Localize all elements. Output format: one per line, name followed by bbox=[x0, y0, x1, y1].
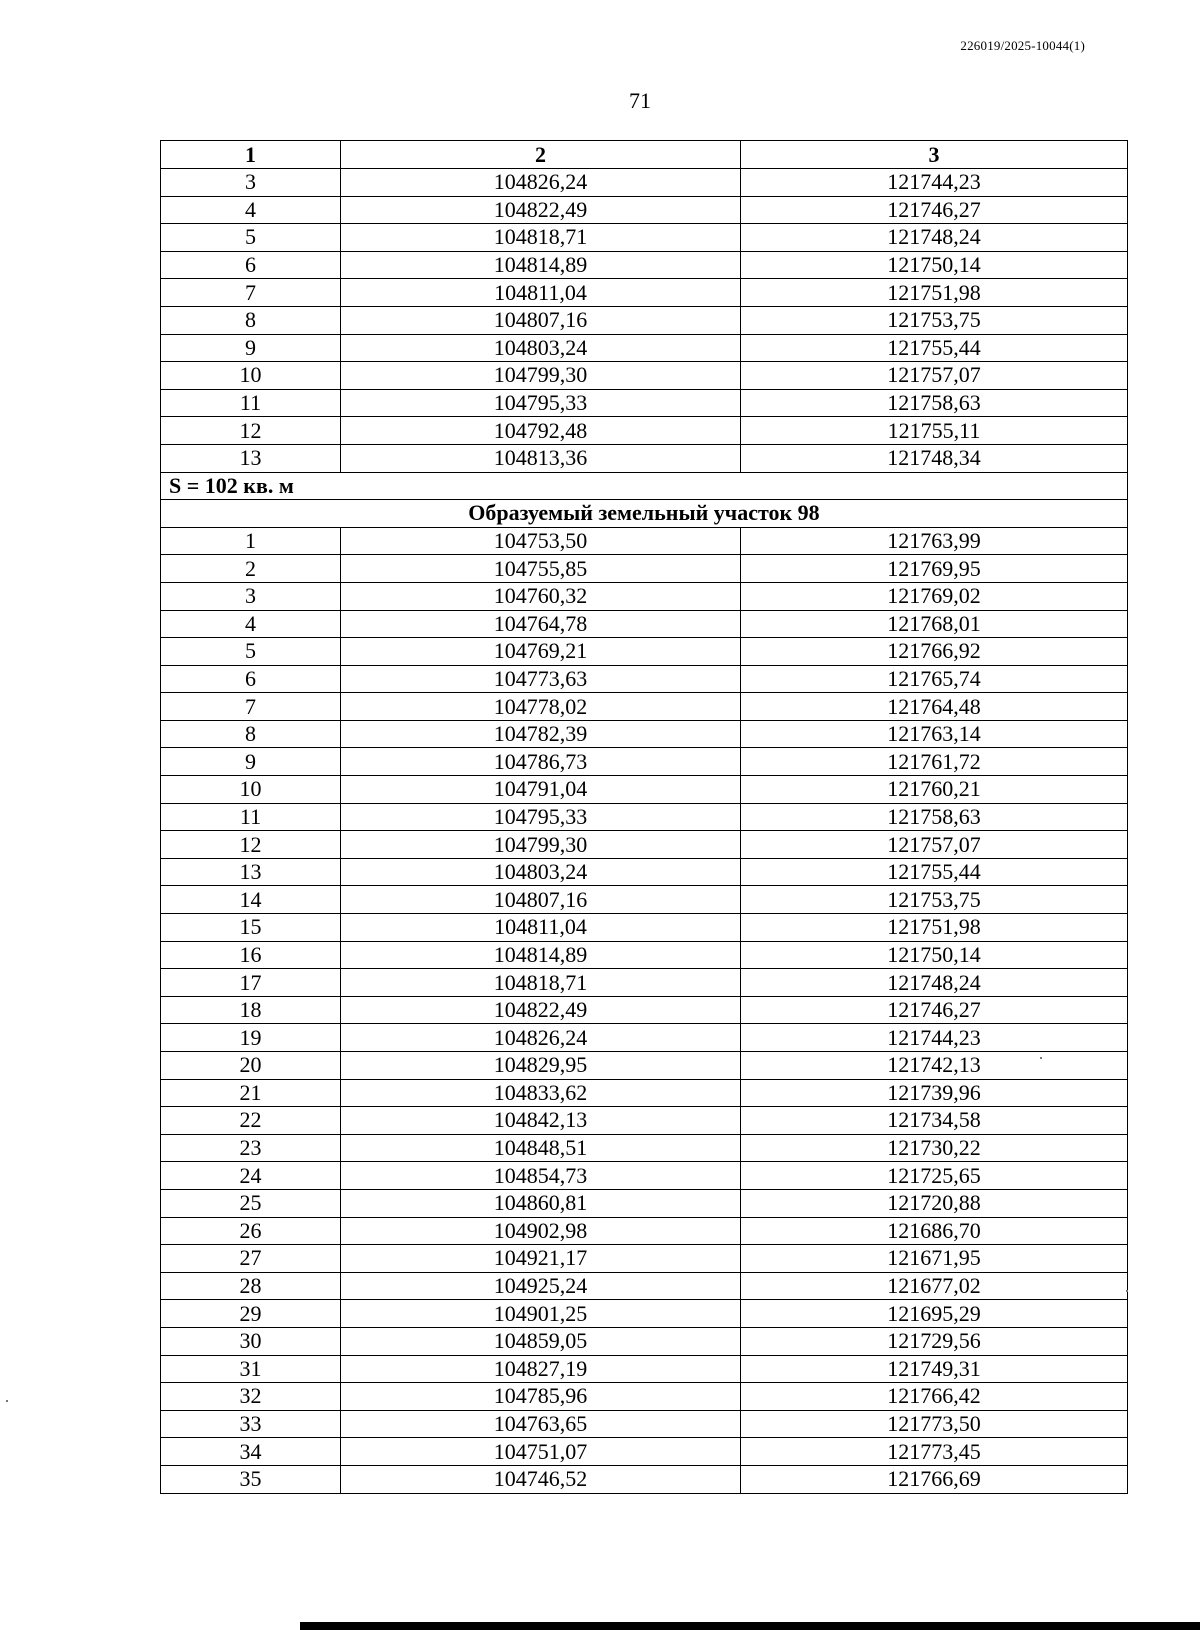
x-coordinate-cell: 104753,50 bbox=[341, 527, 741, 555]
y-coordinate-cell: 121763,14 bbox=[741, 720, 1128, 748]
table-row bbox=[161, 941, 1128, 969]
table-row bbox=[161, 914, 1128, 942]
y-coordinate-cell: 121695,29 bbox=[741, 1300, 1128, 1328]
table-row bbox=[161, 334, 1128, 362]
point-number-cell: 3 bbox=[161, 582, 341, 610]
coordinates-table-body bbox=[161, 141, 1128, 1494]
column-header-x: 2 bbox=[341, 141, 741, 169]
table-row bbox=[161, 1438, 1128, 1466]
x-coordinate-cell: 104807,16 bbox=[341, 886, 741, 914]
y-coordinate-cell: 121677,02 bbox=[741, 1272, 1128, 1300]
table-row bbox=[161, 969, 1128, 997]
table-row bbox=[161, 169, 1128, 197]
y-coordinate-cell: 121750,14 bbox=[741, 251, 1128, 279]
y-coordinate-cell: 121729,56 bbox=[741, 1327, 1128, 1355]
x-coordinate-cell: 104826,24 bbox=[341, 1024, 741, 1052]
table-row bbox=[161, 279, 1128, 307]
table-row bbox=[161, 1383, 1128, 1411]
coordinates-table bbox=[160, 140, 1128, 1494]
point-number-cell: 1 bbox=[161, 527, 341, 555]
table-row bbox=[161, 720, 1128, 748]
x-coordinate-cell: 104799,30 bbox=[341, 831, 741, 859]
table-row bbox=[161, 1162, 1128, 1190]
table-row bbox=[161, 776, 1128, 804]
x-coordinate-cell: 104782,39 bbox=[341, 720, 741, 748]
y-coordinate-cell: 121766,92 bbox=[741, 638, 1128, 666]
table-row bbox=[161, 693, 1128, 721]
y-coordinate-cell: 121751,98 bbox=[741, 914, 1128, 942]
x-coordinate-cell: 104785,96 bbox=[341, 1383, 741, 1411]
table-row bbox=[161, 306, 1128, 334]
table-row bbox=[161, 858, 1128, 886]
table-row bbox=[161, 527, 1128, 555]
y-coordinate-cell: 121753,75 bbox=[741, 886, 1128, 914]
point-number-cell: 2 bbox=[161, 555, 341, 583]
x-coordinate-cell: 104848,51 bbox=[341, 1134, 741, 1162]
y-coordinate-cell: 121766,69 bbox=[741, 1465, 1128, 1493]
table-row bbox=[161, 362, 1128, 390]
point-number-cell: 15 bbox=[161, 914, 341, 942]
point-number-cell: 26 bbox=[161, 1217, 341, 1245]
y-coordinate-cell: 121744,23 bbox=[741, 169, 1128, 197]
table-row bbox=[161, 1410, 1128, 1438]
y-coordinate-cell: 121686,70 bbox=[741, 1217, 1128, 1245]
x-coordinate-cell: 104925,24 bbox=[341, 1272, 741, 1300]
point-number-cell: 35 bbox=[161, 1465, 341, 1493]
point-number-cell: 7 bbox=[161, 279, 341, 307]
x-coordinate-cell: 104818,71 bbox=[341, 224, 741, 252]
table-row bbox=[161, 1107, 1128, 1135]
point-number-cell: 24 bbox=[161, 1162, 341, 1190]
point-number-cell: 31 bbox=[161, 1355, 341, 1383]
table-row bbox=[161, 610, 1128, 638]
y-coordinate-cell: 121758,63 bbox=[741, 389, 1128, 417]
x-coordinate-cell: 104833,62 bbox=[341, 1079, 741, 1107]
point-number-cell: 13 bbox=[161, 444, 341, 472]
section-title-row bbox=[161, 500, 1128, 528]
point-number-cell: 9 bbox=[161, 334, 341, 362]
table-row bbox=[161, 555, 1128, 583]
scan-speck bbox=[6, 1400, 8, 1402]
point-number-cell: 22 bbox=[161, 1107, 341, 1135]
y-coordinate-cell: 121748,34 bbox=[741, 444, 1128, 472]
point-number-cell: 25 bbox=[161, 1189, 341, 1217]
point-number-cell: 29 bbox=[161, 1300, 341, 1328]
y-coordinate-cell: 121757,07 bbox=[741, 362, 1128, 390]
point-number-cell: 28 bbox=[161, 1272, 341, 1300]
table-row bbox=[161, 224, 1128, 252]
table-row bbox=[161, 389, 1128, 417]
x-coordinate-cell: 104814,89 bbox=[341, 941, 741, 969]
table-row bbox=[161, 638, 1128, 666]
area-label: S = 102 кв. м bbox=[161, 472, 1128, 500]
scan-edge-bar bbox=[300, 1622, 1200, 1630]
y-coordinate-cell: 121773,45 bbox=[741, 1438, 1128, 1466]
y-coordinate-cell: 121739,96 bbox=[741, 1079, 1128, 1107]
table-row bbox=[161, 1217, 1128, 1245]
y-coordinate-cell: 121760,21 bbox=[741, 776, 1128, 804]
x-coordinate-cell: 104792,48 bbox=[341, 417, 741, 445]
page-number: 71 bbox=[629, 88, 651, 113]
x-coordinate-cell: 104814,89 bbox=[341, 251, 741, 279]
x-coordinate-cell: 104746,52 bbox=[341, 1465, 741, 1493]
y-coordinate-cell: 121773,50 bbox=[741, 1410, 1128, 1438]
y-coordinate-cell: 121769,95 bbox=[741, 555, 1128, 583]
y-coordinate-cell: 121748,24 bbox=[741, 969, 1128, 997]
y-coordinate-cell: 121671,95 bbox=[741, 1245, 1128, 1273]
point-number-cell: 6 bbox=[161, 251, 341, 279]
x-coordinate-cell: 104769,21 bbox=[341, 638, 741, 666]
point-number-cell: 20 bbox=[161, 1052, 341, 1080]
y-coordinate-cell: 121748,24 bbox=[741, 224, 1128, 252]
point-number-cell: 11 bbox=[161, 389, 341, 417]
x-coordinate-cell: 104795,33 bbox=[341, 389, 741, 417]
point-number-cell: 10 bbox=[161, 362, 341, 390]
scan-speck bbox=[1126, 1290, 1128, 1292]
x-coordinate-cell: 104751,07 bbox=[341, 1438, 741, 1466]
x-coordinate-cell: 104760,32 bbox=[341, 582, 741, 610]
y-coordinate-cell: 121746,27 bbox=[741, 196, 1128, 224]
point-number-cell: 11 bbox=[161, 803, 341, 831]
x-coordinate-cell: 104763,65 bbox=[341, 1410, 741, 1438]
x-coordinate-cell: 104842,13 bbox=[341, 1107, 741, 1135]
table-row bbox=[161, 1465, 1128, 1493]
table-row bbox=[161, 444, 1128, 472]
y-coordinate-cell: 121758,63 bbox=[741, 803, 1128, 831]
point-number-cell: 5 bbox=[161, 638, 341, 666]
x-coordinate-cell: 104811,04 bbox=[341, 914, 741, 942]
y-coordinate-cell: 121761,72 bbox=[741, 748, 1128, 776]
x-coordinate-cell: 104764,78 bbox=[341, 610, 741, 638]
x-coordinate-cell: 104860,81 bbox=[341, 1189, 741, 1217]
point-number-cell: 8 bbox=[161, 306, 341, 334]
y-coordinate-cell: 121755,44 bbox=[741, 334, 1128, 362]
point-number-cell: 12 bbox=[161, 417, 341, 445]
y-coordinate-cell: 121730,22 bbox=[741, 1134, 1128, 1162]
x-coordinate-cell: 104803,24 bbox=[341, 334, 741, 362]
table-row bbox=[161, 1300, 1128, 1328]
table-row bbox=[161, 803, 1128, 831]
point-number-cell: 34 bbox=[161, 1438, 341, 1466]
table-row bbox=[161, 1245, 1128, 1273]
x-coordinate-cell: 104791,04 bbox=[341, 776, 741, 804]
y-coordinate-cell: 121744,23 bbox=[741, 1024, 1128, 1052]
x-coordinate-cell: 104859,05 bbox=[341, 1327, 741, 1355]
x-coordinate-cell: 104778,02 bbox=[341, 693, 741, 721]
x-coordinate-cell: 104799,30 bbox=[341, 362, 741, 390]
y-coordinate-cell: 121757,07 bbox=[741, 831, 1128, 859]
x-coordinate-cell: 104822,49 bbox=[341, 996, 741, 1024]
point-number-cell: 6 bbox=[161, 665, 341, 693]
x-coordinate-cell: 104826,24 bbox=[341, 169, 741, 197]
point-number-cell: 17 bbox=[161, 969, 341, 997]
y-coordinate-cell: 121764,48 bbox=[741, 693, 1128, 721]
point-number-cell: 12 bbox=[161, 831, 341, 859]
x-coordinate-cell: 104773,63 bbox=[341, 665, 741, 693]
column-header-point: 1 bbox=[161, 141, 341, 169]
y-coordinate-cell: 121746,27 bbox=[741, 996, 1128, 1024]
y-coordinate-cell: 121751,98 bbox=[741, 279, 1128, 307]
y-coordinate-cell: 121765,74 bbox=[741, 665, 1128, 693]
x-coordinate-cell: 104818,71 bbox=[341, 969, 741, 997]
y-coordinate-cell: 121755,11 bbox=[741, 417, 1128, 445]
table-row bbox=[161, 831, 1128, 859]
point-number-cell: 32 bbox=[161, 1383, 341, 1411]
y-coordinate-cell: 121768,01 bbox=[741, 610, 1128, 638]
point-number-cell: 18 bbox=[161, 996, 341, 1024]
point-number-cell: 7 bbox=[161, 693, 341, 721]
point-number-cell: 16 bbox=[161, 941, 341, 969]
table-header-row bbox=[161, 141, 1128, 169]
y-coordinate-cell: 121742,13 bbox=[741, 1052, 1128, 1080]
y-coordinate-cell: 121753,75 bbox=[741, 306, 1128, 334]
x-coordinate-cell: 104755,85 bbox=[341, 555, 741, 583]
table-row bbox=[161, 748, 1128, 776]
area-label-row bbox=[161, 472, 1128, 500]
point-number-cell: 33 bbox=[161, 1410, 341, 1438]
y-coordinate-cell: 121750,14 bbox=[741, 941, 1128, 969]
point-number-cell: 23 bbox=[161, 1134, 341, 1162]
point-number-cell: 4 bbox=[161, 610, 341, 638]
x-coordinate-cell: 104901,25 bbox=[341, 1300, 741, 1328]
point-number-cell: 4 bbox=[161, 196, 341, 224]
x-coordinate-cell: 104822,49 bbox=[341, 196, 741, 224]
x-coordinate-cell: 104795,33 bbox=[341, 803, 741, 831]
x-coordinate-cell: 104807,16 bbox=[341, 306, 741, 334]
point-number-cell: 21 bbox=[161, 1079, 341, 1107]
table-row bbox=[161, 1189, 1128, 1217]
point-number-cell: 3 bbox=[161, 169, 341, 197]
scan-speck bbox=[1040, 1057, 1042, 1059]
x-coordinate-cell: 104829,95 bbox=[341, 1052, 741, 1080]
point-number-cell: 13 bbox=[161, 858, 341, 886]
section-title: Образуемый земельный участок 98 bbox=[161, 500, 1128, 528]
table-row bbox=[161, 1024, 1128, 1052]
point-number-cell: 9 bbox=[161, 748, 341, 776]
table-row bbox=[161, 417, 1128, 445]
x-coordinate-cell: 104811,04 bbox=[341, 279, 741, 307]
table-row bbox=[161, 1052, 1128, 1080]
document-number: 226019/2025-10044(1) bbox=[960, 38, 1085, 53]
table-row bbox=[161, 996, 1128, 1024]
x-coordinate-cell: 104827,19 bbox=[341, 1355, 741, 1383]
y-coordinate-cell: 121725,65 bbox=[741, 1162, 1128, 1190]
x-coordinate-cell: 104921,17 bbox=[341, 1245, 741, 1273]
x-coordinate-cell: 104803,24 bbox=[341, 858, 741, 886]
y-coordinate-cell: 121769,02 bbox=[741, 582, 1128, 610]
point-number-cell: 8 bbox=[161, 720, 341, 748]
table-row bbox=[161, 196, 1128, 224]
table-row bbox=[161, 582, 1128, 610]
x-coordinate-cell: 104813,36 bbox=[341, 444, 741, 472]
point-number-cell: 19 bbox=[161, 1024, 341, 1052]
table-row bbox=[161, 1272, 1128, 1300]
point-number-cell: 30 bbox=[161, 1327, 341, 1355]
x-coordinate-cell: 104854,73 bbox=[341, 1162, 741, 1190]
y-coordinate-cell: 121734,58 bbox=[741, 1107, 1128, 1135]
point-number-cell: 14 bbox=[161, 886, 341, 914]
x-coordinate-cell: 104786,73 bbox=[341, 748, 741, 776]
y-coordinate-cell: 121766,42 bbox=[741, 1383, 1128, 1411]
point-number-cell: 5 bbox=[161, 224, 341, 252]
y-coordinate-cell: 121720,88 bbox=[741, 1189, 1128, 1217]
point-number-cell: 27 bbox=[161, 1245, 341, 1273]
table-row bbox=[161, 251, 1128, 279]
table-row bbox=[161, 886, 1128, 914]
table-row bbox=[161, 1079, 1128, 1107]
y-coordinate-cell: 121755,44 bbox=[741, 858, 1128, 886]
column-header-y: 3 bbox=[741, 141, 1128, 169]
table-row bbox=[161, 1327, 1128, 1355]
table-row bbox=[161, 1355, 1128, 1383]
table-row bbox=[161, 1134, 1128, 1162]
y-coordinate-cell: 121749,31 bbox=[741, 1355, 1128, 1383]
point-number-cell: 10 bbox=[161, 776, 341, 804]
table-row bbox=[161, 665, 1128, 693]
x-coordinate-cell: 104902,98 bbox=[341, 1217, 741, 1245]
y-coordinate-cell: 121763,99 bbox=[741, 527, 1128, 555]
